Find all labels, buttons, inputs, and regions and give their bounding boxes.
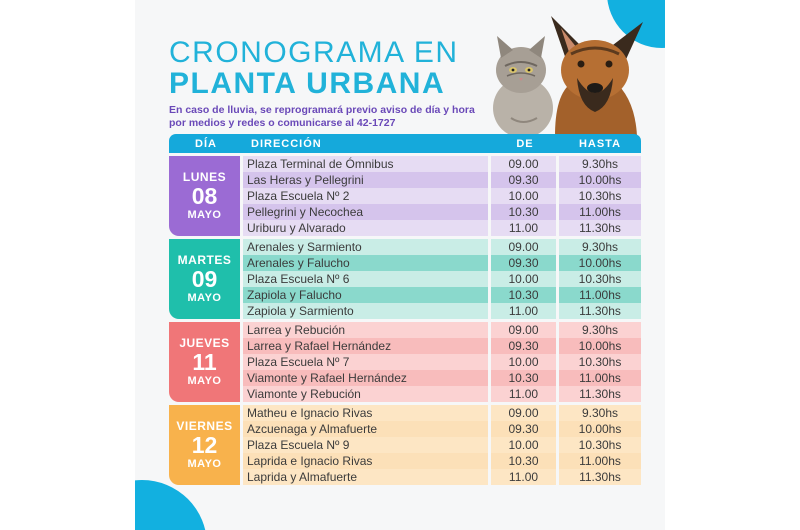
day-name: VIERNES bbox=[176, 418, 233, 433]
address-cell: Plaza Terminal de Ómnibus bbox=[243, 156, 488, 172]
to-cell: 9.30hs bbox=[559, 156, 641, 172]
header-direccion: DIRECCIÓN bbox=[251, 137, 322, 150]
from-cell: 10.00 bbox=[491, 354, 556, 370]
table-row bbox=[243, 386, 641, 402]
table-row bbox=[243, 271, 641, 287]
table-row bbox=[243, 437, 641, 453]
day-group-lunes bbox=[169, 156, 641, 236]
address-cell: Arenales y Sarmiento bbox=[243, 239, 488, 255]
table-row bbox=[243, 421, 641, 437]
schedule-table bbox=[169, 134, 641, 485]
header-dia: DÍA bbox=[195, 137, 217, 150]
to-cell: 11.00hs bbox=[559, 453, 641, 469]
table-row bbox=[243, 453, 641, 469]
table-row bbox=[243, 204, 641, 220]
from-cell: 11.00 bbox=[491, 220, 556, 236]
table-row bbox=[243, 405, 641, 421]
table-row bbox=[243, 354, 641, 370]
title-line-1: CRONOGRAMA EN bbox=[169, 36, 459, 69]
to-cell: 9.30hs bbox=[559, 322, 641, 338]
day-number: 08 bbox=[191, 182, 218, 209]
from-cell: 09.30 bbox=[491, 172, 556, 188]
to-cell: 11.30hs bbox=[559, 469, 641, 485]
table-row bbox=[243, 370, 641, 386]
table-row bbox=[243, 303, 641, 319]
day-number: 09 bbox=[191, 265, 218, 292]
address-cell: Plaza Escuela Nº 7 bbox=[243, 354, 488, 370]
from-cell: 09.00 bbox=[491, 322, 556, 338]
address-cell: Larrea y Rebución bbox=[243, 322, 488, 338]
address-cell: Las Heras y Pellegrini bbox=[243, 172, 488, 188]
from-cell: 10.00 bbox=[491, 437, 556, 453]
address-cell: Laprida e Ignacio Rivas bbox=[243, 453, 488, 469]
day-month: MAYO bbox=[187, 208, 222, 221]
from-cell: 11.00 bbox=[491, 386, 556, 402]
address-cell: Viamonte y Rafael Hernández bbox=[243, 370, 488, 386]
day-group-martes bbox=[169, 239, 641, 319]
address-cell: Plaza Escuela Nº 2 bbox=[243, 188, 488, 204]
address-cell: Pellegrini y Necochea bbox=[243, 204, 488, 220]
address-cell: Viamonte y Rebución bbox=[243, 386, 488, 402]
to-cell: 10.00hs bbox=[559, 338, 641, 354]
table-row bbox=[243, 469, 641, 485]
header-de: DE bbox=[516, 137, 534, 150]
table-row bbox=[243, 156, 641, 172]
rain-notice: En caso de lluvia, se reprogramará previo aviso de día y hora por medios y redes o comunicarse al 42-1727 bbox=[169, 104, 475, 129]
to-cell: 11.00hs bbox=[559, 370, 641, 386]
cat-icon bbox=[493, 36, 553, 136]
table-row bbox=[243, 338, 641, 354]
to-cell: 11.00hs bbox=[559, 204, 641, 220]
to-cell: 10.30hs bbox=[559, 437, 641, 453]
from-cell: 10.30 bbox=[491, 370, 556, 386]
day-month: MAYO bbox=[187, 457, 222, 470]
address-cell: Uriburu y Alvarado bbox=[243, 220, 488, 236]
from-cell: 09.00 bbox=[491, 239, 556, 255]
flyer-card bbox=[135, 0, 665, 530]
table-row bbox=[243, 220, 641, 236]
to-cell: 10.30hs bbox=[559, 354, 641, 370]
decorative-circle-bottom-left bbox=[135, 480, 207, 530]
table-row bbox=[243, 239, 641, 255]
address-cell: Plaza Escuela Nº 9 bbox=[243, 437, 488, 453]
to-cell: 11.00hs bbox=[559, 287, 641, 303]
address-cell: Zapiola y Sarmiento bbox=[243, 303, 488, 319]
from-cell: 09.30 bbox=[491, 255, 556, 271]
address-cell: Azcuenaga y Almafuerte bbox=[243, 421, 488, 437]
address-cell: Arenales y Falucho bbox=[243, 255, 488, 271]
day-label bbox=[169, 239, 240, 319]
from-cell: 09.30 bbox=[491, 421, 556, 437]
address-cell: Larrea y Rafael Hernández bbox=[243, 338, 488, 354]
to-cell: 9.30hs bbox=[559, 405, 641, 421]
from-cell: 10.30 bbox=[491, 453, 556, 469]
day-name: JUEVES bbox=[179, 335, 230, 350]
table-header bbox=[169, 134, 641, 153]
address-cell: Matheu e Ignacio Rivas bbox=[243, 405, 488, 421]
dog-icon bbox=[551, 16, 643, 136]
cat-and-dog-image bbox=[485, 8, 645, 136]
table-row bbox=[243, 172, 641, 188]
table-row bbox=[243, 322, 641, 338]
title-line-2: PLANTA URBANA bbox=[169, 67, 446, 100]
day-month: MAYO bbox=[187, 374, 222, 387]
header-hasta: HASTA bbox=[578, 137, 622, 150]
from-cell: 10.30 bbox=[491, 204, 556, 220]
table-row bbox=[243, 188, 641, 204]
from-cell: 11.00 bbox=[491, 303, 556, 319]
day-label bbox=[169, 322, 240, 402]
day-group-jueves bbox=[169, 322, 641, 402]
to-cell: 10.30hs bbox=[559, 188, 641, 204]
to-cell: 11.30hs bbox=[559, 386, 641, 402]
from-cell: 09.30 bbox=[491, 338, 556, 354]
day-name: MARTES bbox=[177, 252, 232, 267]
from-cell: 11.00 bbox=[491, 469, 556, 485]
table-row bbox=[243, 287, 641, 303]
day-label bbox=[169, 405, 240, 485]
from-cell: 10.30 bbox=[491, 287, 556, 303]
address-cell: Laprida y Almafuerte bbox=[243, 469, 488, 485]
day-label bbox=[169, 156, 240, 236]
to-cell: 10.30hs bbox=[559, 271, 641, 287]
table-row bbox=[243, 255, 641, 271]
to-cell: 11.30hs bbox=[559, 303, 641, 319]
from-cell: 10.00 bbox=[491, 271, 556, 287]
day-number: 11 bbox=[192, 348, 217, 375]
to-cell: 10.00hs bbox=[559, 421, 641, 437]
day-month: MAYO bbox=[187, 291, 222, 304]
from-cell: 10.00 bbox=[491, 188, 556, 204]
address-cell: Plaza Escuela Nº 6 bbox=[243, 271, 488, 287]
day-number: 12 bbox=[191, 431, 218, 458]
day-name: LUNES bbox=[182, 169, 227, 184]
from-cell: 09.00 bbox=[491, 156, 556, 172]
to-cell: 10.00hs bbox=[559, 172, 641, 188]
to-cell: 11.30hs bbox=[559, 220, 641, 236]
address-cell: Zapiola y Falucho bbox=[243, 287, 488, 303]
to-cell: 9.30hs bbox=[559, 239, 641, 255]
from-cell: 09.00 bbox=[491, 405, 556, 421]
to-cell: 10.00hs bbox=[559, 255, 641, 271]
day-group-viernes bbox=[169, 405, 641, 485]
